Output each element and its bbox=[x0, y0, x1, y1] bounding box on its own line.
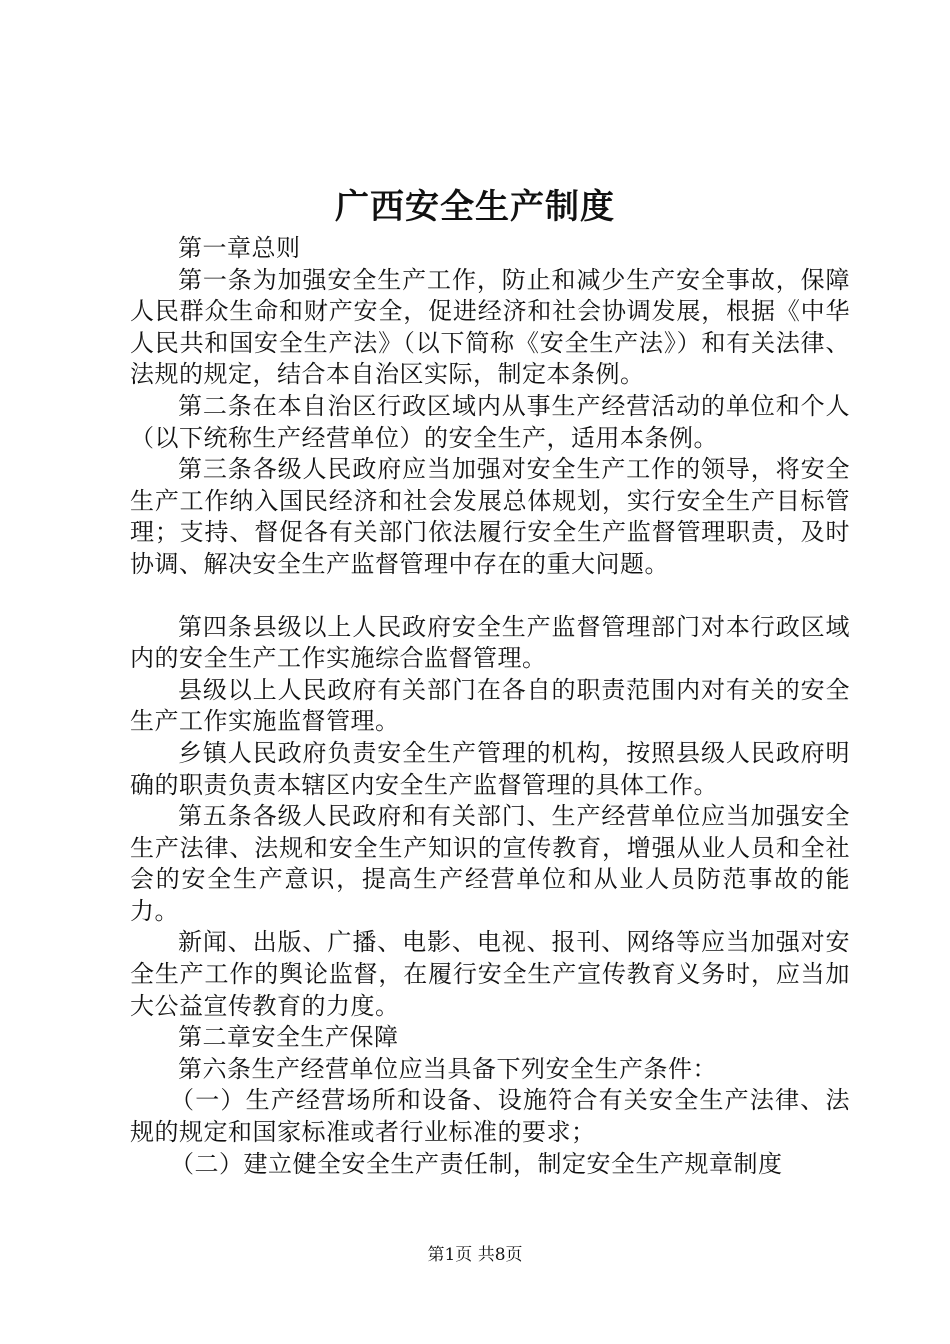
article-paragraph: 第一条为加强安全生产工作，防止和减少生产安全事故，保障人民群众生命和财产安全，促进经济和社会协调发展，根据《中华人民共和国安全生产法》（以下简称《安全生产法》）和有关法律、法规的规定，结合本自治区实际，制定本条例。 bbox=[130, 265, 850, 389]
article-paragraph: 乡镇人民政府负责安全生产管理的机构，按照县级人民政府明确的职责负责本辖区内安全生产监督管理的具体工作。 bbox=[130, 738, 850, 799]
article-paragraph: 第四条县级以上人民政府安全生产监督管理部门对本行政区域内的安全生产工作实施综合监督管理。 bbox=[130, 612, 850, 673]
article-paragraph: 第三条各级人民政府应当加强对安全生产工作的领导，将安全生产工作纳入国民经济和社会发展总体规划，实行安全生产目标管理；支持、督促各有关部门依法履行安全生产监督管理职责，及时协调、解决安全生产监督管理中存在的重大问题。 bbox=[130, 455, 850, 578]
list-item: （一）生产经营场所和设备、设施符合有关安全生产法律、法规的规定和国家标准或者行业标准的要求； bbox=[130, 1086, 850, 1147]
article-paragraph: 第五条各级人民政府和有关部门、生产经营单位应当加强安全生产法律、法规和安全生产知识的宣传教育，增强从业人员和全社会的安全生产意识，提高生产经营单位和从业人员防范事故的能力。 bbox=[130, 802, 850, 925]
article-paragraph: 第六条生产经营单位应当具备下列安全生产条件： bbox=[178, 1054, 717, 1083]
document-body bbox=[130, 233, 850, 1180]
page-footer: 第1页 共8页 bbox=[427, 1245, 523, 1265]
chapter-heading: 第一章总则 bbox=[178, 234, 301, 262]
paragraph-gap bbox=[130, 581, 850, 612]
list-item: （二）建立健全安全生产责任制，制定安全生产规章制度 bbox=[170, 1149, 783, 1178]
article-paragraph: 县级以上人民政府有关部门在各自的职责范围内对有关的安全生产工作实施监督管理。 bbox=[130, 675, 850, 736]
document-title: 广西安全生产制度 bbox=[335, 187, 615, 227]
article-paragraph: 第二条在本自治区行政区域内从事生产经营活动的单位和个人（以下统称生产经营单位）的安全生产，适用本条例。 bbox=[130, 391, 850, 452]
chapter-heading: 第二章安全生产保障 bbox=[178, 1023, 399, 1052]
article-paragraph: 新闻、出版、广播、电影、电视、报刊、网络等应当加强对安全生产工作的舆论监督，在履行安全生产宣传教育义务时，应当加大公益宣传教育的力度。 bbox=[130, 928, 850, 1020]
